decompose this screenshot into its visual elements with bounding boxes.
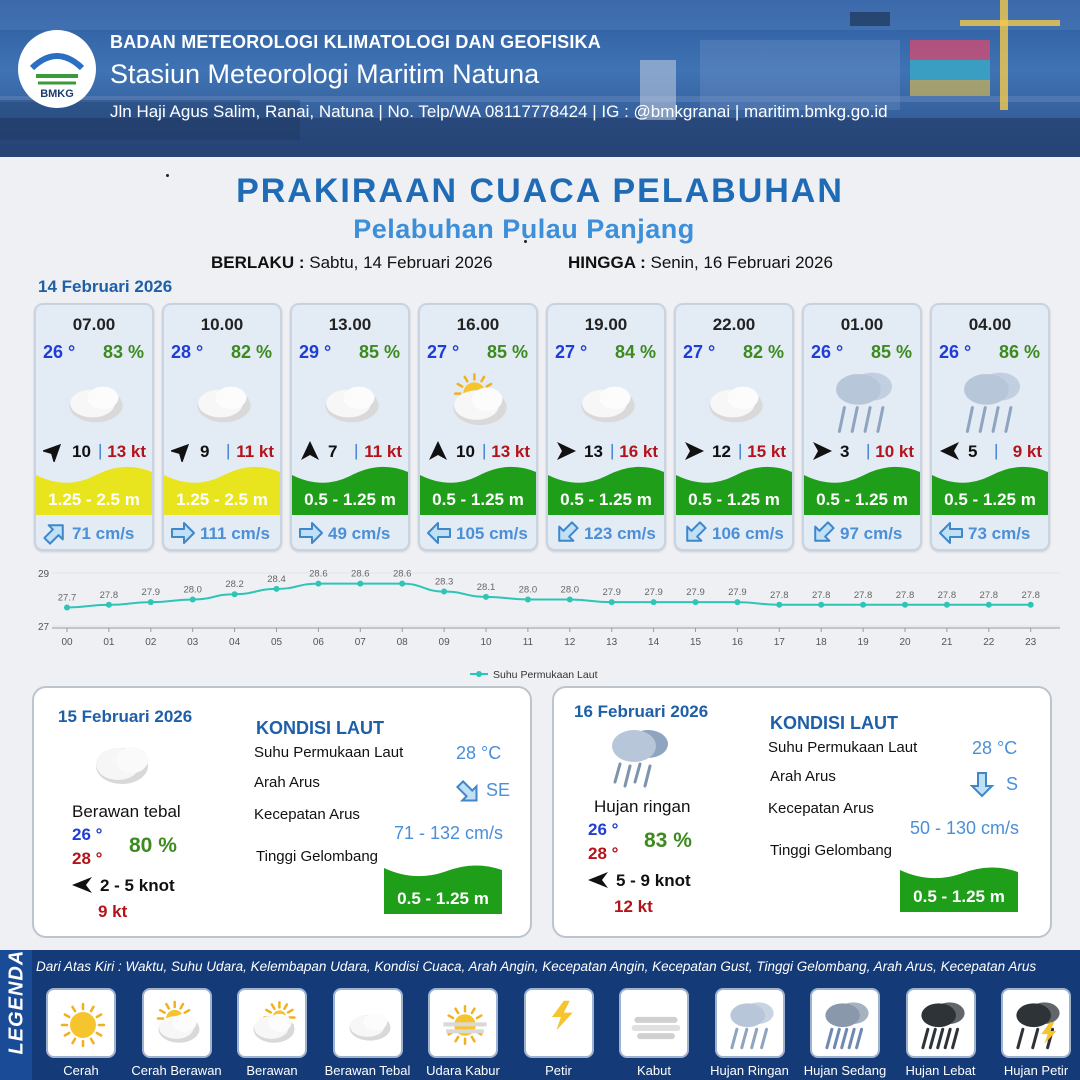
legend-item — [991, 988, 1080, 1080]
chart-legend-label: Suhu Permukaan Laut — [493, 669, 598, 681]
day3-gust: 12 kt — [614, 897, 653, 916]
sst-data-point — [944, 602, 950, 608]
hujan-ringan-icon — [957, 367, 1027, 437]
cerah-icon — [56, 998, 110, 1052]
forecast-humidity: 82 % — [742, 342, 784, 362]
forecast-wind-speed: 12 — [712, 442, 731, 461]
day2-condition: Berawan tebal — [72, 802, 181, 821]
legend-item — [609, 988, 699, 1080]
forecast-temp: 26 ° — [811, 342, 844, 362]
sst-data-point — [860, 602, 866, 608]
legend-panel — [0, 950, 1080, 1080]
forecast-wind-speed: 3 — [840, 442, 850, 461]
day3-wave-label: Tinggi Gelombang — [770, 842, 893, 859]
x-tick-label: 02 — [145, 637, 157, 648]
separator: | — [610, 441, 615, 460]
sst-data-label: 27.8 — [99, 589, 119, 601]
sst-data-point — [315, 581, 321, 587]
day3-condition: Hujan ringan — [594, 797, 691, 816]
day3-current-dir-label: Arah Arus — [770, 768, 836, 785]
forecast-current — [36, 517, 152, 549]
sst-data-label: 27.9 — [602, 587, 621, 599]
x-tick-label: 22 — [983, 637, 995, 648]
sst-data-point — [441, 589, 447, 595]
legend-icon-box — [237, 988, 307, 1058]
legend-label: Hujan Ringan — [710, 1063, 789, 1078]
sst-data-label: 27.9 — [728, 587, 747, 599]
forecast-time: 16.00 — [456, 315, 500, 334]
contact-info: Jln Haji Agus Salim, Ranai, Natuna | No. Telp/WA 08117778424 | IG : @bmkgranai | maritim.bmkg.go.id — [110, 102, 888, 121]
sst-line-chart — [30, 560, 1060, 685]
hujan-ringan-icon — [604, 724, 676, 796]
day2-sst-label: Suhu Permukaan Laut — [254, 744, 404, 761]
cerah-berawan-icon — [152, 998, 206, 1052]
sst-data-point — [651, 599, 657, 605]
forecast-card — [674, 303, 794, 551]
berawan-tebal-icon — [61, 367, 131, 437]
sst-data-point — [64, 604, 70, 610]
separator: | — [98, 441, 103, 460]
forecast-time: 10.00 — [200, 315, 244, 334]
forecast-current-speed: 97 cm/s — [840, 524, 903, 543]
valid-to-label: HINGGA : — [568, 253, 646, 272]
berawan-tebal-icon — [189, 367, 259, 437]
sst-data-label: 27.7 — [57, 592, 77, 604]
day2-temp-min: 26 ° — [72, 825, 103, 844]
forecast-gust: 13 kt — [107, 442, 146, 461]
forecast-temp: 27 ° — [555, 342, 588, 362]
sst-data-label: 27.9 — [686, 587, 705, 599]
x-tick-label: 13 — [606, 637, 618, 648]
sst-data-label: 27.8 — [937, 589, 957, 601]
sst-data-point — [232, 591, 238, 597]
forecast-wind-speed: 10 — [72, 442, 91, 461]
header-banner — [0, 0, 1080, 157]
legend-icon-box — [428, 988, 498, 1058]
forecast-temp: 27 ° — [427, 342, 460, 362]
separator: | — [738, 441, 743, 460]
legend-icon-box — [142, 988, 212, 1058]
x-tick-label: 23 — [1025, 637, 1037, 648]
forecast-wave-height: 0.5 - 1.25 m — [560, 490, 652, 509]
sst-data-point — [190, 597, 196, 603]
forecast-temp: 26 ° — [43, 342, 76, 362]
legend-icon-box — [333, 988, 403, 1058]
sst-data-label: 27.8 — [853, 589, 873, 601]
separator: | — [354, 441, 359, 460]
sst-data-point — [525, 597, 531, 603]
x-tick-label: 19 — [857, 637, 869, 648]
sst-data-point — [986, 602, 992, 608]
forecast-card — [546, 303, 666, 551]
forecast-gust: 16 kt — [619, 442, 658, 461]
day2-current-dir: SE — [486, 780, 511, 800]
legend-label: Cerah — [63, 1063, 99, 1078]
forecast-current-speed: 106 cm/s — [712, 524, 784, 543]
forecast-humidity: 85 % — [486, 342, 528, 362]
forecast-card — [162, 303, 282, 551]
day2-current-speed: 71 - 132 cm/s — [394, 823, 504, 843]
day2-wave-badge — [384, 860, 502, 914]
wind-arrow-west-icon — [72, 877, 92, 893]
valid-to — [568, 253, 833, 273]
valid-from — [211, 253, 493, 273]
legend-icon-box — [906, 988, 976, 1058]
legend-item — [896, 988, 986, 1080]
berawan-tebal-icon — [343, 998, 397, 1052]
x-tick-label: 18 — [815, 637, 827, 648]
forecast-wind-speed: 9 — [200, 442, 210, 461]
day3-summary-box — [552, 686, 1052, 938]
forecast-humidity: 86 % — [998, 342, 1040, 362]
x-tick-label: 21 — [941, 637, 953, 648]
day2-date: 15 Februari 2026 — [58, 707, 193, 726]
wind-arrow-west-icon — [588, 872, 608, 888]
cerah-berawan-icon — [445, 367, 515, 437]
sst-data-point — [1028, 602, 1034, 608]
legend-sidebar — [0, 950, 32, 1080]
day3-temp-min: 26 ° — [588, 820, 619, 839]
port-name: Pelabuhan Pulau Panjang — [353, 214, 695, 244]
forecast-wave-height: 0.5 - 1.25 m — [816, 490, 908, 509]
day3-wind: 5 - 9 knot — [616, 871, 691, 890]
x-tick-label: 15 — [689, 637, 702, 648]
sst-data-point — [818, 602, 824, 608]
sst-data-label: 28.3 — [434, 576, 454, 588]
legend-label: Hujan Petir — [1003, 1063, 1069, 1078]
forecast-wave-height: 1.25 - 2.5 m — [48, 490, 140, 509]
forecast-card — [290, 303, 410, 551]
day3-date: 16 Februari 2026 — [574, 702, 709, 721]
x-tick-label: 08 — [396, 637, 408, 648]
forecast-time: 13.00 — [328, 315, 372, 334]
hujan-ringan-icon — [829, 367, 899, 437]
sst-data-label: 28.6 — [351, 568, 370, 580]
x-tick-label: 06 — [312, 637, 324, 648]
day2-sst: 28 °C — [456, 743, 502, 763]
sst-data-label: 28.6 — [392, 568, 412, 580]
forecast-wind-speed: 13 — [584, 442, 603, 461]
forecast-current — [676, 517, 792, 549]
forecast-current-speed: 105 cm/s — [456, 524, 528, 543]
forecast-card — [930, 303, 1050, 551]
day3-wave: 0.5 - 1.25 m — [913, 887, 1005, 906]
forecast-current — [292, 517, 408, 549]
legend-label: Berawan Tebal — [324, 1063, 411, 1078]
sst-data-label: 28.1 — [476, 581, 496, 593]
legend-icon-box — [619, 988, 689, 1058]
day2-wave: 0.5 - 1.25 m — [397, 889, 489, 908]
valid-from-label: BERLAKU : — [211, 253, 305, 272]
sst-data-point — [106, 602, 112, 608]
day2-wave-label: Tinggi Gelombang — [256, 848, 379, 865]
hujan-sedang-icon — [820, 998, 874, 1052]
x-tick-label: 04 — [229, 637, 241, 648]
sst-data-label: 27.9 — [141, 587, 161, 599]
forecast-gust: 10 kt — [875, 442, 914, 461]
sst-data-label: 28.2 — [225, 579, 244, 591]
forecast-wave-height: 1.25 - 2.5 m — [176, 490, 268, 509]
legend-item — [227, 988, 317, 1080]
forecast-current — [932, 517, 1048, 549]
day3-sea-heading: KONDISI LAUT — [770, 713, 898, 733]
legend-label: Kabut — [637, 1063, 671, 1078]
legend-label: Petir — [545, 1063, 572, 1078]
valid-to-value: Senin, 16 Februari 2026 — [650, 253, 833, 272]
day3-humidity: 83 % — [644, 829, 692, 852]
separator: | — [482, 441, 487, 460]
x-tick-label: 10 — [480, 637, 492, 648]
sst-data-point — [902, 602, 908, 608]
x-tick-label: 03 — [187, 637, 199, 648]
legend-label: Udara Kabur — [426, 1063, 500, 1078]
bmkg-logo — [18, 30, 96, 108]
separator: | — [994, 441, 999, 460]
x-tick-label: 01 — [103, 637, 115, 648]
forecast-card — [34, 303, 154, 551]
udara-kabur-icon — [438, 998, 492, 1052]
forecast-wave-height: 0.5 - 1.25 m — [944, 490, 1036, 509]
sst-data-point — [148, 599, 154, 605]
legend-item — [132, 988, 222, 1080]
legend-label: Hujan Sedang — [803, 1063, 887, 1078]
forecast-current — [164, 517, 280, 549]
forecast-current — [804, 517, 920, 549]
day2-sea-heading: KONDISI LAUT — [256, 718, 384, 738]
forecast-time: 22.00 — [712, 315, 756, 334]
berawan-tebal-icon — [701, 367, 771, 437]
legend-title: LEGENDA — [5, 949, 28, 1055]
forecast-current — [420, 517, 536, 549]
x-tick-label: 20 — [899, 637, 911, 648]
forecast-humidity: 85 % — [358, 342, 400, 362]
legend-label: Berawan — [246, 1063, 298, 1078]
hujan-ringan-icon — [725, 998, 779, 1052]
legend-item — [418, 988, 508, 1080]
day3-wave-badge — [900, 862, 1018, 916]
legend-icon-box — [524, 988, 594, 1058]
legend-item — [705, 988, 795, 1080]
day2-current-speed-label: Kecepatan Arus — [254, 806, 360, 823]
day3-current-dir: S — [1006, 774, 1019, 794]
forecast-wave-height: 0.5 - 1.25 m — [432, 490, 524, 509]
legend-item — [323, 988, 413, 1080]
forecast-temp: 28 ° — [171, 342, 204, 362]
legend-description: Dari Atas Kiri : Waktu, Suhu Udara, Kelembapan Udara, Kondisi Cuaca, Arah Angin, Kecepatan Angin, Kecepatan Gust, Tinggi Gelombang, Arah Arus, Kecepatan Arus — [36, 959, 1037, 974]
current-arrow-south-icon — [968, 770, 996, 798]
legend-icon-box — [810, 988, 880, 1058]
forecast-current-speed: 73 cm/s — [968, 524, 1031, 543]
sst-data-point — [274, 586, 280, 592]
day2-gust: 9 kt — [98, 902, 128, 921]
sst-data-point — [399, 581, 405, 587]
day3-sst: 28 °C — [972, 738, 1018, 758]
hujan-petir-icon — [1011, 998, 1065, 1052]
sst-data-label: 27.8 — [979, 589, 999, 601]
sst-data-point — [609, 599, 615, 605]
page-title: PRAKIRAAN CUACA PELABUHAN — [236, 172, 844, 210]
legend-item — [800, 988, 890, 1080]
agency-name: BADAN METEOROLOGI KLIMATOLOGI DAN GEOFISIKA — [110, 32, 601, 52]
berawan-tebal-icon — [92, 736, 156, 788]
legend-label: Cerah Berawan — [131, 1063, 222, 1078]
legend-icon-box — [715, 988, 785, 1058]
sst-data-label: 27.8 — [895, 589, 915, 601]
x-tick-label: 12 — [564, 637, 576, 648]
logo-text: BMKG — [40, 88, 74, 100]
sst-data-point — [693, 599, 699, 605]
forecast-wind-speed: 5 — [968, 442, 978, 461]
forecast-temp: 29 ° — [299, 342, 332, 362]
petir-icon — [534, 998, 588, 1052]
forecast-time: 07.00 — [72, 315, 116, 334]
sst-data-label: 27.9 — [644, 587, 663, 599]
day1-date: 14 Februari 2026 — [38, 277, 173, 296]
forecast-humidity: 85 % — [870, 342, 912, 362]
forecast-gust: 9 kt — [1012, 442, 1042, 461]
day2-summary-box — [32, 686, 532, 938]
sst-data-label: 28.0 — [518, 584, 538, 596]
day3-current-speed: 50 - 130 cm/s — [910, 818, 1020, 838]
forecast-current-speed: 123 cm/s — [584, 524, 656, 543]
legend-label: Hujan Lebat — [905, 1063, 976, 1078]
forecast-time: 04.00 — [968, 315, 1012, 334]
separator: | — [866, 441, 871, 460]
legend-icon-box — [1001, 988, 1071, 1058]
forecast-temp: 26 ° — [939, 342, 972, 362]
sst-data-label: 27.8 — [1021, 589, 1040, 601]
sst-data-point — [483, 594, 489, 600]
x-tick-label: 17 — [773, 637, 785, 648]
x-tick-label: 00 — [61, 637, 73, 648]
forecast-temp: 27 ° — [683, 342, 716, 362]
day2-humidity: 80 % — [129, 834, 177, 857]
legend-swatch-dot — [476, 671, 482, 677]
sst-data-point — [776, 602, 782, 608]
x-tick-label: 16 — [731, 637, 743, 648]
sst-data-label: 27.8 — [770, 589, 789, 601]
sst-data-point — [357, 581, 363, 587]
x-tick-label: 09 — [438, 637, 450, 648]
forecast-card — [802, 303, 922, 551]
day2-temp-max: 28 ° — [72, 849, 103, 868]
x-tick-label: 05 — [270, 637, 283, 648]
sst-data-label: 28.6 — [309, 568, 328, 580]
forecast-card — [418, 303, 538, 551]
forecast-humidity: 82 % — [230, 342, 272, 362]
legend-item — [514, 988, 604, 1080]
forecast-gust: 11 kt — [364, 442, 402, 461]
forecast-humidity: 83 % — [102, 342, 144, 362]
berawan-tebal-icon — [317, 367, 387, 437]
forecast-humidity: 84 % — [614, 342, 656, 362]
day3-sst-label: Suhu Permukaan Laut — [768, 739, 918, 756]
forecast-wave-height: 0.5 - 1.25 m — [688, 490, 780, 509]
day2-current-dir-label: Arah Arus — [254, 774, 320, 791]
current-arrow-southeast-icon — [454, 778, 482, 806]
hujan-lebat-icon — [916, 998, 970, 1052]
forecast-current — [548, 517, 664, 549]
forecast-gust: 13 kt — [491, 442, 530, 461]
forecast-wind-speed: 7 — [328, 442, 338, 461]
y-tick-label: 27 — [38, 622, 50, 633]
x-tick-label: 07 — [354, 637, 366, 648]
forecast-current-speed: 71 cm/s — [72, 524, 135, 543]
y-tick-label: 29 — [38, 569, 50, 580]
day3-current-speed-label: Kecepatan Arus — [768, 800, 874, 817]
sst-data-point — [567, 597, 573, 603]
forecast-time: 01.00 — [840, 315, 884, 334]
x-tick-label: 11 — [522, 637, 534, 648]
sst-data-label: 27.8 — [811, 589, 831, 601]
sst-data-label: 28.4 — [267, 573, 286, 585]
x-tick-label: 14 — [648, 637, 660, 648]
forecast-time: 19.00 — [584, 315, 628, 334]
forecast-current-speed: 49 cm/s — [328, 524, 391, 543]
kabut-icon — [629, 998, 683, 1052]
forecast-gust: 15 kt — [747, 442, 786, 461]
forecast-current-speed: 111 cm/s — [200, 524, 270, 543]
valid-from-value: Sabtu, 14 Februari 2026 — [309, 253, 493, 272]
day2-wind: 2 - 5 knot — [100, 876, 175, 895]
berawan-tebal-icon — [573, 367, 643, 437]
legend-icon-box — [46, 988, 116, 1058]
forecast-wind-speed: 10 — [456, 442, 475, 461]
sst-data-point — [734, 599, 740, 605]
forecast-gust: 11 kt — [236, 442, 274, 461]
forecast-wave-height: 0.5 - 1.25 m — [304, 490, 396, 509]
station-name: Stasiun Meteorologi Maritim Natuna — [110, 59, 540, 89]
sst-data-label: 28.0 — [560, 584, 580, 596]
sst-data-label: 28.0 — [183, 584, 202, 596]
legend-item — [36, 988, 126, 1080]
separator: | — [226, 441, 231, 460]
day3-temp-max: 28 ° — [588, 844, 619, 863]
berawan-icon — [247, 998, 301, 1052]
